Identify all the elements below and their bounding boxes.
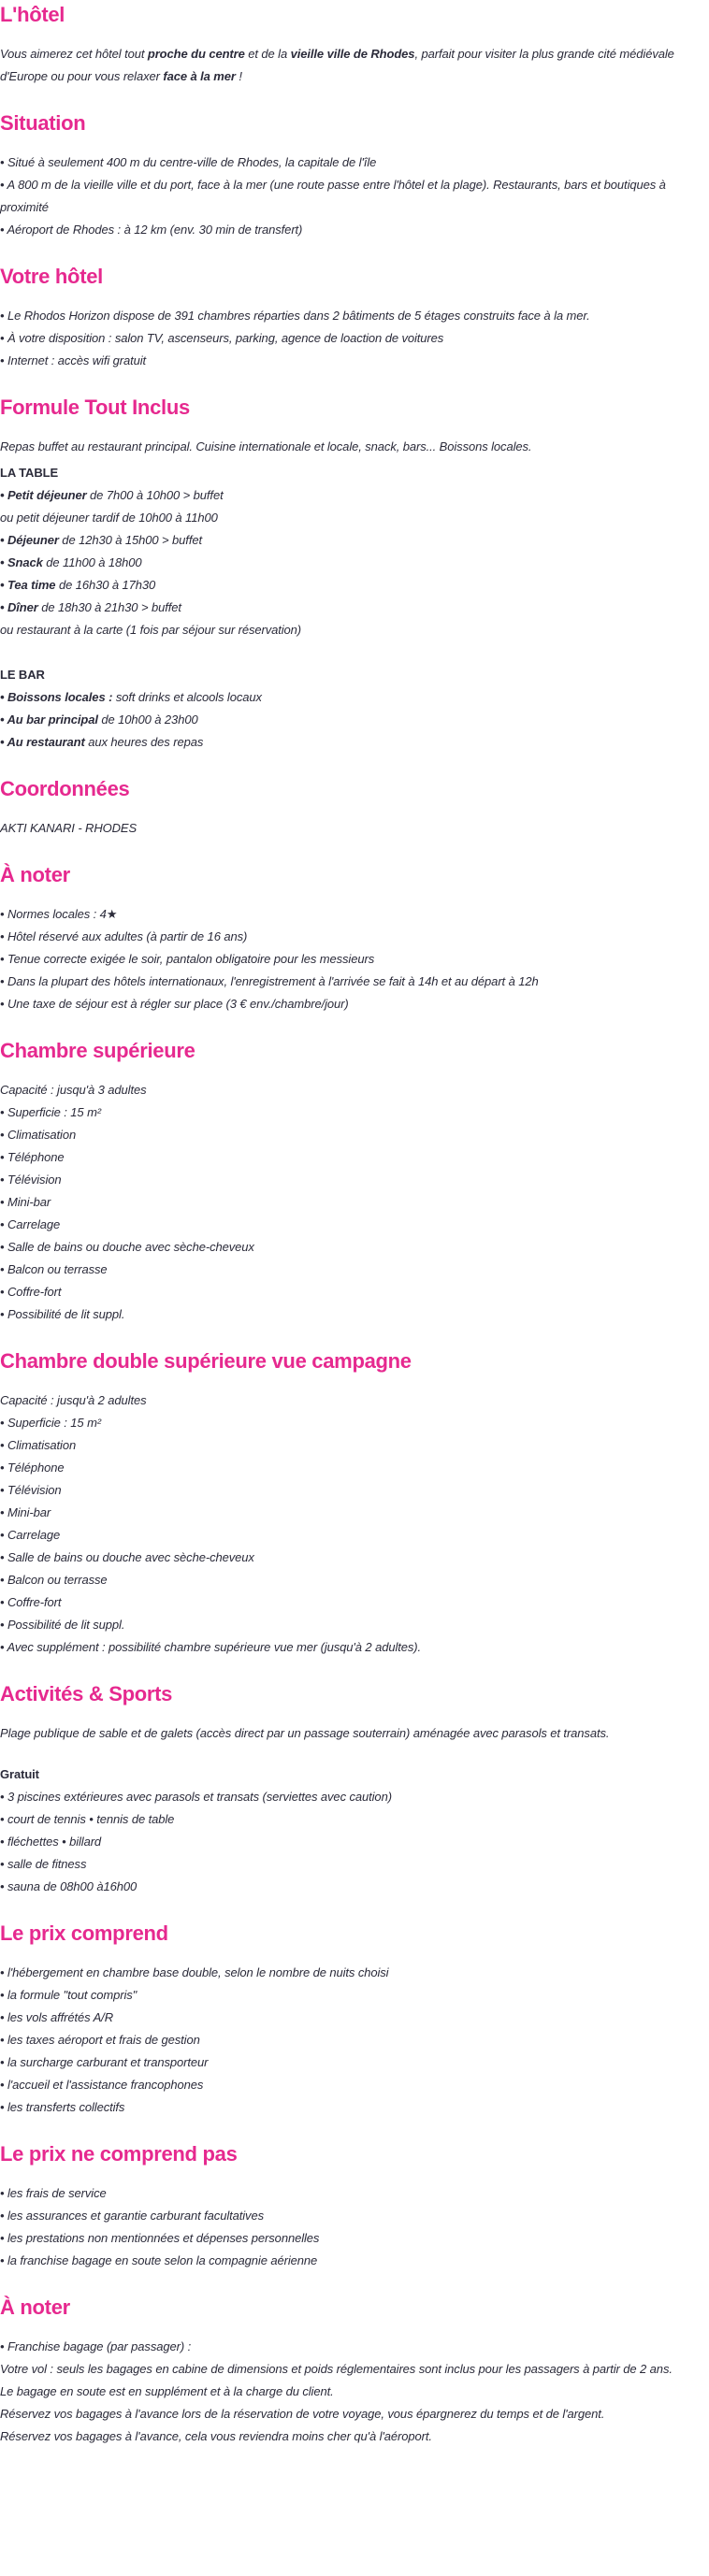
list-item: Le bagage en soute est en supplément et à la charge du client. xyxy=(0,2384,334,2398)
section-title-situation: Situation xyxy=(0,111,86,135)
section-title-chambre-superieure: Chambre supérieure xyxy=(0,1039,195,1062)
list-item: • Climatisation xyxy=(0,1438,77,1452)
section-formule xyxy=(0,393,707,754)
list-item: • Mini-bar xyxy=(0,1505,51,1519)
list-item: • Tea time de 16h30 à 17h30 xyxy=(0,578,156,592)
section-prix-ne-comprend xyxy=(0,2139,707,2272)
list-item: ou restaurant à la carte (1 fois par séjour sur réservation) xyxy=(0,623,302,637)
list-item: • Dîner de 18h30 à 21h30 > buffet xyxy=(0,600,181,614)
bar-label: LE BAR xyxy=(0,668,45,682)
list-item: • les frais de service xyxy=(0,2186,107,2200)
list-item: • 3 piscines extérieures avec parasols et transats (serviettes avec caution) xyxy=(0,1790,392,1804)
section-activites xyxy=(0,1679,707,1898)
list-item: • Une taxe de séjour est à régler sur place (3 € env./chambre/jour) xyxy=(0,997,349,1011)
list-item: • Hôtel réservé aux adultes (à partir de 16 ans) xyxy=(0,929,248,943)
list-item: Capacité : jusqu'à 3 adultes xyxy=(0,1083,147,1097)
list-item: • les transferts collectifs xyxy=(0,2100,125,2114)
list-item: • Possibilité de lit suppl. xyxy=(0,1307,125,1321)
list-item: ou petit déjeuner tardif de 10h00 à 11h00 xyxy=(0,511,218,525)
list-item: • la franchise bagage en soute selon la compagnie aérienne xyxy=(0,2253,318,2267)
list-item: • salle de fitness xyxy=(0,1857,87,1871)
section-title-prix-comprend: Le prix comprend xyxy=(0,1921,168,1945)
section-hotel xyxy=(0,0,707,88)
section-title-prix-ne-comprend: Le prix ne comprend pas xyxy=(0,2142,238,2166)
list-item: • court de tennis • tennis de table xyxy=(0,1812,175,1826)
list-item: • la formule "tout compris" xyxy=(0,1988,137,2002)
section-coordonnees xyxy=(0,774,707,840)
list-item: • A 800 m de la vieille ville et du port, face à la mer (une route passe entre l'hôtel et la plage). Restaurants, bars et boutiques à proximité xyxy=(0,178,666,214)
list-item: Capacité : jusqu'à 2 adultes xyxy=(0,1393,147,1407)
list-item: • Dans la plupart des hôtels internationaux, l'enregistrement à l'arrivée se fait à 14h et au départ à 12h xyxy=(0,974,539,988)
list-item: • Télévision xyxy=(0,1483,62,1497)
list-item: • l'accueil et l'assistance francophones xyxy=(0,2078,204,2092)
list-item: • Normes locales : 4★ xyxy=(0,907,118,921)
list-item: • Boissons locales : soft drinks et alcools locaux xyxy=(0,690,262,704)
list-item: • Climatisation xyxy=(0,1128,77,1142)
list-item: • Snack de 11h00 à 18h00 xyxy=(0,555,142,569)
list-item: • Salle de bains ou douche avec sèche-cheveux xyxy=(0,1550,254,1564)
list-item: • Au bar principal de 10h00 à 23h00 xyxy=(0,712,198,727)
list-item: • les assurances et garantie carburant facultatives xyxy=(0,2209,264,2223)
address: AKTI KANARI - RHODES xyxy=(0,821,137,835)
section-title-hotel: L'hôtel xyxy=(0,3,65,26)
list-item: • Au restaurant aux heures des repas xyxy=(0,735,204,749)
section-chambre-superieure xyxy=(0,1036,707,1326)
list-item: Votre vol : seuls les bagages en cabine de dimensions et poids réglementaires sont inclus pour les passagers à partir de 2 ans. xyxy=(0,2362,673,2376)
section-title-votre-hotel: Votre hôtel xyxy=(0,265,103,288)
section-situation xyxy=(0,108,707,241)
section-votre-hotel xyxy=(0,262,707,372)
section-chambre-double xyxy=(0,1346,707,1659)
list-item: • Coffre-fort xyxy=(0,1285,62,1299)
list-item: • Coffre-fort xyxy=(0,1595,62,1609)
list-item: • sauna de 08h00 à16h00 xyxy=(0,1879,137,1893)
list-item: • Superficie : 15 m² xyxy=(0,1416,102,1430)
list-item: • les taxes aéroport et frais de gestion xyxy=(0,2033,200,2047)
list-item: • Petit déjeuner de 7h00 à 10h00 > buffet xyxy=(0,488,224,502)
list-item: • fléchettes • billard xyxy=(0,1835,102,1849)
gratuit-label: Gratuit xyxy=(0,1767,39,1781)
section-title-activites: Activités & Sports xyxy=(0,1682,173,1705)
hotel-intro: Vous aimerez cet hôtel tout proche du centre et de la vieille ville de Rhodes, parfait pour visiter la plus grande cité médiévale d'Europe ou pour vous relaxer face à la mer ! xyxy=(0,47,674,83)
section-title-formule: Formule Tout Inclus xyxy=(0,396,190,419)
list-item: • les vols affrétés A/R xyxy=(0,2010,113,2024)
list-item: • Carrelage xyxy=(0,1217,61,1231)
list-item: • la surcharge carburant et transporteur xyxy=(0,2055,209,2069)
list-item: • Possibilité de lit suppl. xyxy=(0,1618,125,1632)
list-item: • Balcon ou terrasse xyxy=(0,1262,108,1276)
list-item: • Aéroport de Rhodes : à 12 km (env. 30 min de transfert) xyxy=(0,223,303,237)
list-item: • Téléphone xyxy=(0,1150,65,1164)
list-item: • Franchise bagage (par passager) : xyxy=(0,2339,192,2353)
list-item: • Tenue correcte exigée le soir, pantalon obligatoire pour les messieurs xyxy=(0,952,375,966)
activites-intro: Plage publique de sable et de galets (accès direct par un passage souterrain) aménagée avec parasols et transats. xyxy=(0,1726,610,1740)
formule-intro: Repas buffet au restaurant principal. Cuisine internationale et locale, snack, bars... Boissons locales. xyxy=(0,439,532,453)
list-item: • Internet : accès wifi gratuit xyxy=(0,353,147,367)
list-item: • Salle de bains ou douche avec sèche-cheveux xyxy=(0,1240,254,1254)
list-item: • Balcon ou terrasse xyxy=(0,1573,108,1587)
section-prix-comprend xyxy=(0,1919,707,2119)
list-item: • Téléphone xyxy=(0,1461,65,1475)
list-item: • Situé à seulement 400 m du centre-ville de Rhodes, la capitale de l'île xyxy=(0,155,377,169)
list-item: • l'hébergement en chambre base double, selon le nombre de nuits choisi xyxy=(0,1965,389,1979)
list-item: • Le Rhodos Horizon dispose de 391 chambres réparties dans 2 bâtiments de 5 étages construits face à la mer. xyxy=(0,309,590,323)
section-a-noter-bagage xyxy=(0,2293,707,2448)
section-title-a-noter: À noter xyxy=(0,863,70,886)
list-item: • À votre disposition : salon TV, ascenseurs, parking, agence de loaction de voitures xyxy=(0,331,444,345)
section-title-coordonnees: Coordonnées xyxy=(0,777,130,800)
list-item: • Mini-bar xyxy=(0,1195,51,1209)
section-title-a-noter-bagage: À noter xyxy=(0,2295,70,2319)
list-item: Réservez vos bagages à l'avance, cela vous reviendra moins cher qu'à l'aéroport. xyxy=(0,2429,432,2443)
list-item: Réservez vos bagages à l'avance lors de la réservation de votre voyage, vous épargnerez du temps et de l'argent. xyxy=(0,2407,605,2421)
list-item: • Superficie : 15 m² xyxy=(0,1105,102,1119)
list-item: • les prestations non mentionnées et dépenses personnelles xyxy=(0,2231,320,2245)
section-a-noter xyxy=(0,860,707,1015)
table-label: LA TABLE xyxy=(0,466,59,480)
list-item: • Avec supplément : possibilité chambre supérieure vue mer (jusqu'à 2 adultes). xyxy=(0,1640,422,1654)
section-title-chambre-double: Chambre double supérieure vue campagne xyxy=(0,1349,412,1373)
list-item: • Déjeuner de 12h30 à 15h00 > buffet xyxy=(0,533,202,547)
list-item: • Carrelage xyxy=(0,1528,61,1542)
list-item: • Télévision xyxy=(0,1173,62,1187)
